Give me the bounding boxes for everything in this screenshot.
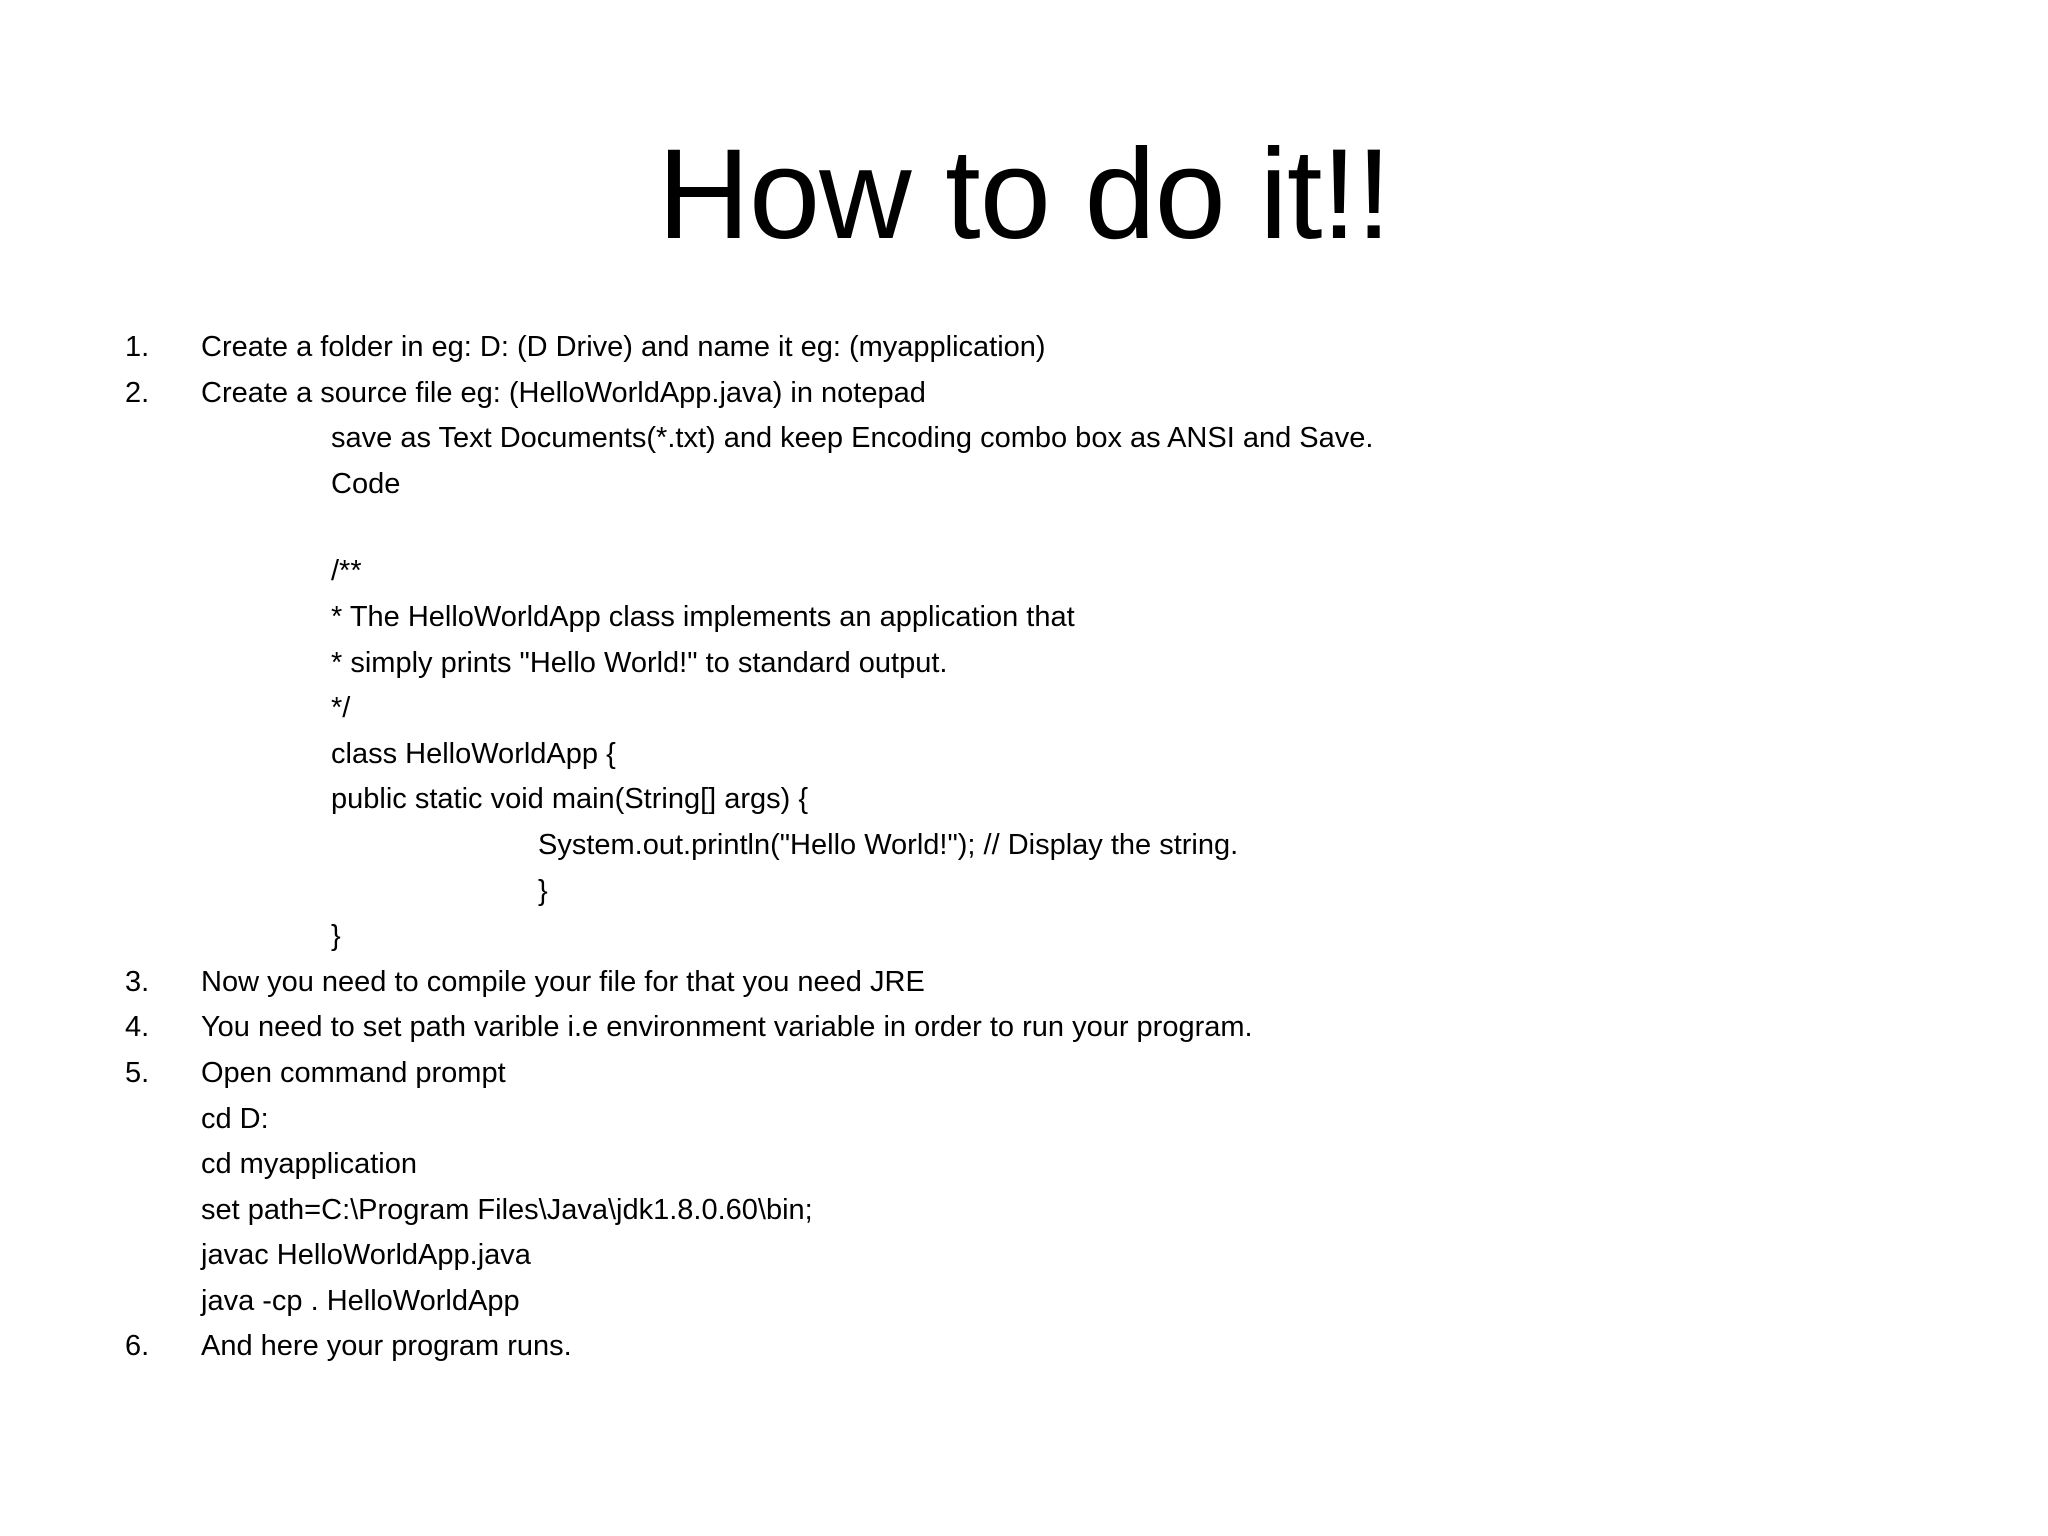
list-item [0, 325, 2048, 371]
code-line [0, 686, 2048, 732]
command-line [0, 1279, 2048, 1325]
step-number: 5. [125, 1056, 150, 1089]
step-text: Create a folder in eg: D: (D Drive) and name it eg: (myapplication) [201, 331, 1046, 363]
command-line [0, 1233, 2048, 1279]
code-text: class HelloWorldApp { [331, 737, 616, 770]
list-item [0, 1005, 2048, 1051]
step-number: 2. [125, 376, 150, 409]
list-item [0, 1051, 2048, 1097]
code-text: /** [331, 555, 362, 588]
code-text: public static void main(String[] args) { [331, 783, 809, 816]
step-text: And here your program runs. [201, 1330, 572, 1363]
step-number: 6. [125, 1330, 150, 1363]
code-text: */ [331, 692, 351, 725]
step-text: You need to set path varible i.e environment variable in order to run your program. [201, 1011, 1253, 1044]
code-line [0, 914, 2048, 960]
code-text: } [331, 920, 341, 953]
command-text: javac HelloWorldApp.java [201, 1239, 531, 1272]
code-text: } [538, 874, 548, 907]
code-label-line [0, 462, 2048, 508]
code-line [0, 777, 2048, 823]
steps-list [0, 325, 2048, 1370]
command-line [0, 1142, 2048, 1188]
code-line [0, 595, 2048, 641]
blank-line [0, 507, 2048, 549]
list-item [0, 371, 2048, 417]
command-text: cd D: [201, 1102, 269, 1135]
list-item [0, 1324, 2048, 1370]
code-text: * simply prints "Hello World!" to standard output. [331, 646, 948, 679]
command-text: java -cp . HelloWorldApp [201, 1284, 520, 1317]
list-item [0, 960, 2048, 1006]
command-text: set path=C:\Program Files\Java\jdk1.8.0.60\bin; [201, 1193, 813, 1226]
step-number: 4. [125, 1011, 150, 1044]
code-line [0, 869, 2048, 915]
slide-title: How to do it!! [657, 123, 1391, 266]
command-text: cd myapplication [201, 1148, 417, 1181]
step-number: 3. [125, 965, 150, 998]
step-text: Now you need to compile your file for that you need JRE [201, 965, 925, 998]
code-text: System.out.println("Hello World!"); // Display the string. [538, 828, 1239, 861]
step-text: Open command prompt [201, 1056, 506, 1089]
code-line [0, 641, 2048, 687]
code-line [0, 732, 2048, 778]
step-number: 1. [125, 331, 150, 363]
command-line [0, 1097, 2048, 1143]
code-text: * The HelloWorldApp class implements an application that [331, 600, 1075, 633]
command-line [0, 1188, 2048, 1234]
step-text: Create a source file eg: (HelloWorldApp.java) in notepad [201, 376, 926, 409]
code-label: Code [331, 467, 401, 500]
save-note: save as Text Documents(*.txt) and keep Encoding combo box as ANSI and Save. [331, 422, 1374, 455]
code-line [0, 823, 2048, 869]
save-note-line [0, 416, 2048, 462]
code-line [0, 549, 2048, 595]
